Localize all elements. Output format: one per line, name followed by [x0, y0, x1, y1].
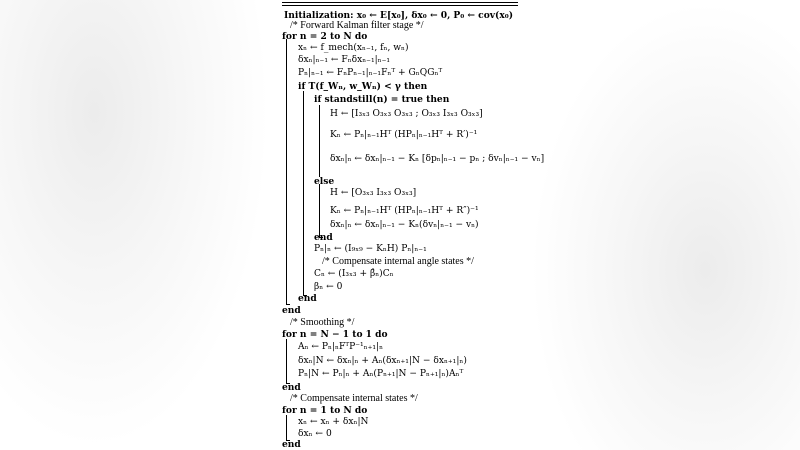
apply-correction-line: xₙ ← xₙ + δxₙ|N [298, 417, 369, 427]
for-smoothing: for n = N − 1 to 1 do [282, 329, 388, 340]
reset-beta-line: βₙ ← 0 [314, 282, 343, 292]
H-velocity-line: H ← [O₃ₓ₃ I₃ₓ₃ O₃ₓ₃] [330, 188, 417, 198]
H-full-line: H ← [I₃ₓ₃ O₃ₓ₃ O₃ₓ₃ ; O₃ₓ₃ I₃ₓ₃ O₃ₓ₃] [330, 109, 483, 119]
for-forward: for n = 2 to N do [282, 31, 368, 42]
compensate-C-line: Cₙ ← (I₃ₓ₃ + β̂ₙ)Cₙ [314, 269, 394, 279]
K-velocity-line: Kₙ ← Pₙ|ₙ₋₁Hᵀ (HPₙ|ₙ₋₁Hᵀ + R″)⁻¹ [330, 206, 479, 216]
if-standstill-line: if standstill(n) = true then [314, 94, 450, 105]
end-if-standstill: end [314, 232, 333, 243]
end-for-smoothing: end [282, 382, 301, 393]
for-block-bar [286, 39, 287, 304]
blurred-background-right [530, 0, 800, 450]
if-block-bar [303, 91, 304, 295]
end-for-compensate: end [282, 439, 301, 450]
smooth-cov-line: Pₙ|N ← Pₙ|ₙ + Aₙ(Pₙ₊₁|N − Pₙ₊₁|ₙ)Aₙᵀ [298, 369, 464, 379]
smooth-state-line: δxₙ|N ← δxₙ|ₙ + Aₙ(δxₙ₊₁|N − δxₙ₊₁|ₙ) [298, 356, 467, 366]
end-for-forward: end [282, 305, 301, 316]
for-compensate: for n = 1 to N do [282, 405, 368, 416]
update-velocity-line: δxₙ|ₙ ← δxₙ|ₙ₋₁ − Kₙ(δvₙ|ₙ₋₁ − vₙ) [330, 220, 479, 230]
reset-error-line: δxₙ ← 0 [298, 429, 332, 439]
top-rule [282, 2, 518, 3]
blurred-background-left [0, 0, 270, 450]
predict-cov-line: Pₙ|ₙ₋₁ ← FₙPₙ₋₁|ₙ₋₁Fₙᵀ + GₙQGₙᵀ [298, 68, 443, 78]
if-threshold-line: if T(f_Wₙ, w_Wₙ) < γ then [298, 81, 428, 92]
predict-state-line: δxₙ|ₙ₋₁ ← Fₙδxₙ₋₁|ₙ₋₁ [298, 55, 391, 65]
A-gain-line: Aₙ ← Pₙ|ₙFᵀP⁻¹ₙ₊₁|ₙ [298, 342, 384, 352]
top-rule-inner [282, 5, 518, 6]
initialization-text: Initialization: x₀ ← E[x₀], δx₀ ← 0, P₀ ← cov(x₀) [284, 10, 514, 21]
update-standstill-line: δxₙ|ₙ ← δxₙ|ₙ₋₁ − Kₙ [δpₙ|ₙ₋₁ − pₙ ; δvₙ|ₙ₋₁ − vₙ] [330, 154, 545, 164]
compensate-block-bar [286, 415, 287, 440]
K-standstill-line: Kₙ ← Pₙ|ₙ₋₁Hᵀ (HPₙ|ₙ₋₁Hᵀ + R′)⁻¹ [330, 130, 478, 140]
cov-update-line: Pₙ|ₙ ← (I₉ₓ₉ − KₙH) Pₙ|ₙ₋₁ [314, 244, 427, 254]
comment-smoothing: /* Smoothing */ [290, 317, 355, 328]
comment-angle: /* Compensate internal angle states */ [322, 256, 474, 267]
else-block-bar [319, 184, 320, 237]
else-line: else [314, 176, 335, 187]
algorithm-block [282, 2, 545, 450]
algorithm-page [270, 0, 545, 450]
end-if-threshold: end [298, 293, 317, 304]
comment-forward: /* Forward Kalman filter stage */ [290, 20, 424, 31]
smoothing-block-bar [286, 339, 287, 383]
mech-line: xₙ ← f_mech(xₙ₋₁, fₙ, wₙ) [298, 43, 409, 53]
comment-compensate: /* Compensate internal states */ [290, 393, 418, 404]
then-block-bar [319, 105, 320, 177]
